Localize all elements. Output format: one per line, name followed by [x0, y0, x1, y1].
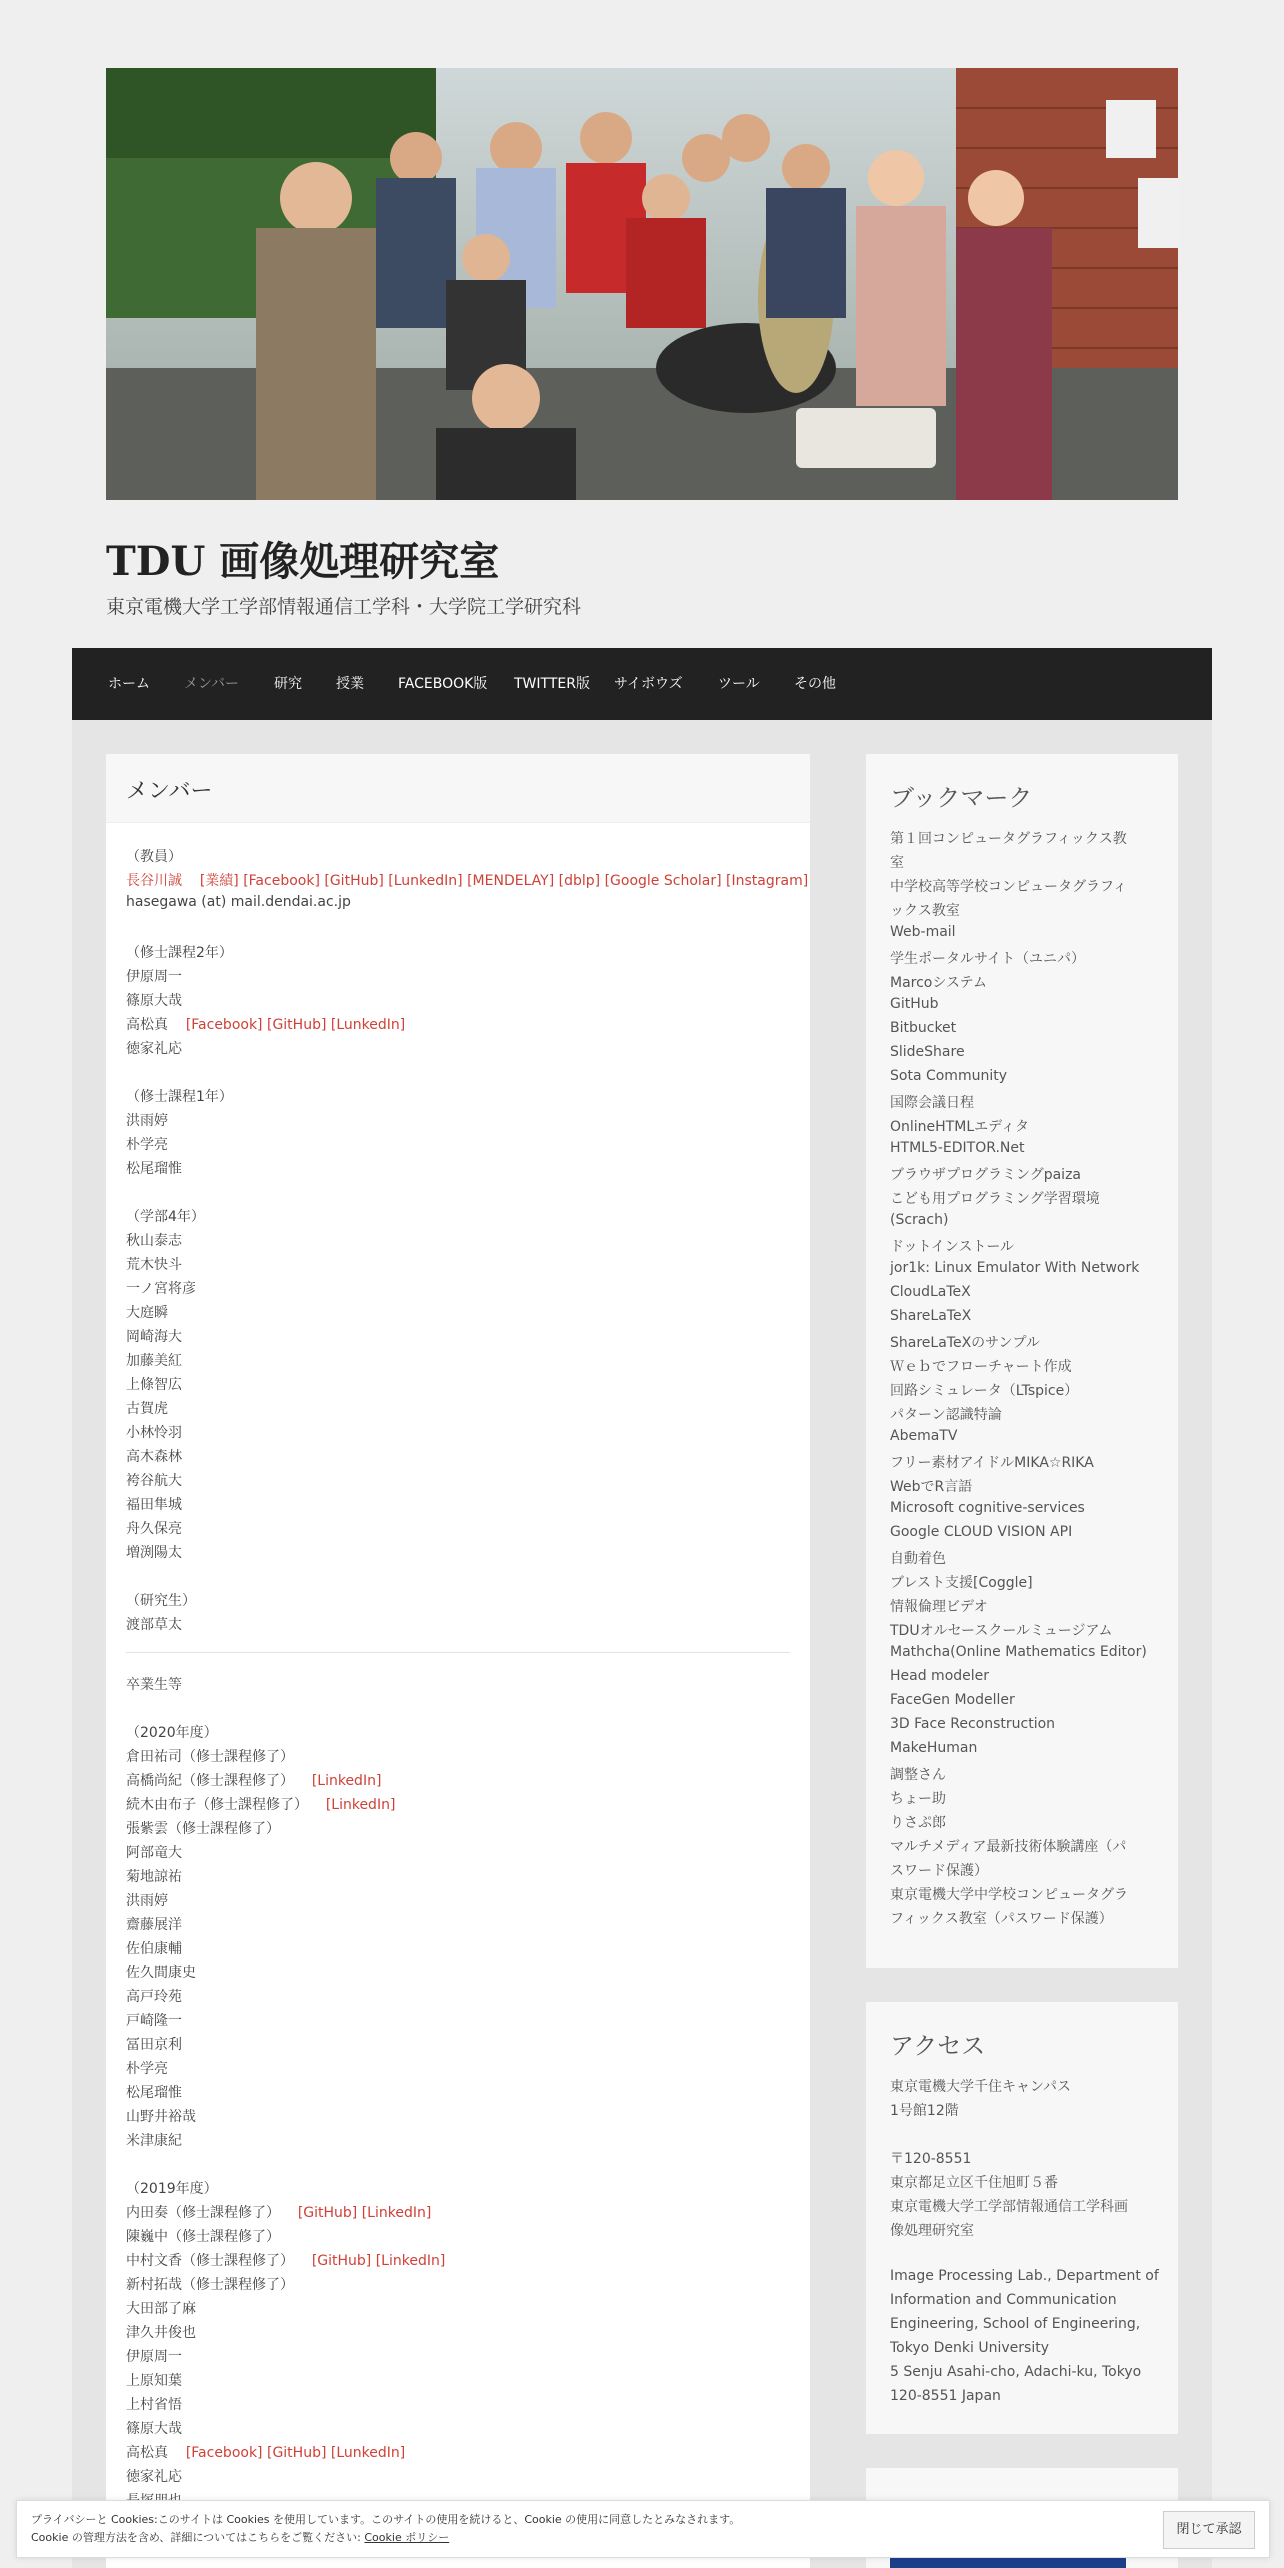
- faculty-link-github[interactable]: [GitHub]: [324, 873, 384, 889]
- bookmark-link[interactable]: 情報倫理ビデオ: [890, 1599, 988, 1615]
- alumni-name: 大田部了麻: [126, 2301, 196, 2317]
- divider: [126, 1652, 790, 1653]
- alumni-link-linkedin[interactable]: [LinkedIn]: [311, 1773, 382, 1789]
- alumni-name: 上村省悟: [126, 2397, 182, 2413]
- access-line: 像処理研究室: [890, 2223, 974, 2239]
- member-name: 渡部草太: [126, 1617, 182, 1633]
- faculty-link-dblp[interactable]: [dblp]: [558, 873, 601, 889]
- member-name: 小林怜羽: [126, 1425, 182, 1441]
- bookmark-link[interactable]: CloudLaTeX: [890, 1284, 971, 1300]
- alumni-name: 戸崎隆一: [126, 2013, 182, 2029]
- faculty-link-achievements[interactable]: [業績]: [199, 873, 239, 889]
- bookmark-link[interactable]: パターン認識特論: [890, 1407, 1002, 1423]
- member-name: 伊原周一: [126, 969, 182, 985]
- alumni-name: 新村拓哉（修士課程修了）: [126, 2277, 294, 2293]
- bookmark-link[interactable]: Google CLOUD VISION API: [890, 1524, 1073, 1540]
- alumni-name: 上原知葉: [126, 2373, 182, 2389]
- member-name: 一ノ宮将彦: [126, 1281, 196, 1297]
- alumni-name: 張紫雲（修士課程修了）: [126, 1821, 280, 1837]
- alumni-row: [126, 2442, 405, 2462]
- bookmark-link[interactable]: ブラウザプログラミングpaiza: [890, 1167, 1082, 1183]
- member-name: 増渕陽太: [126, 1545, 182, 1561]
- alumni-link-github[interactable]: [GitHub]: [266, 2445, 327, 2461]
- faculty-link-mendeley[interactable]: [MENDELAY]: [467, 873, 555, 889]
- cookie-accept-button[interactable]: 閉じて承認: [1163, 2511, 1255, 2549]
- member-name: 荒木快斗: [126, 1257, 182, 1273]
- faculty-link-instagram[interactable]: [Instagram]: [726, 873, 809, 889]
- members-article: [106, 754, 810, 2568]
- bookmark-link[interactable]: HTML5-EDITOR.Net: [890, 1140, 1025, 1156]
- member-name: 高松真: [126, 1017, 168, 1033]
- access-line: Image Processing Lab., Department of: [890, 2268, 1159, 2284]
- access-line: 〒120-8551: [890, 2151, 972, 2167]
- bookmark-link[interactable]: 3D Face Reconstruction: [890, 1716, 1056, 1732]
- member-link-github[interactable]: [GitHub]: [266, 1017, 327, 1033]
- member-name: 福田隼城: [126, 1497, 182, 1513]
- bookmark-link[interactable]: ックス教室: [890, 903, 960, 919]
- member-name: 松尾瑠惟: [126, 1161, 182, 1177]
- alumni-name: 高橋尚紀（修士課程修了）: [126, 1773, 294, 1789]
- faculty-email: hasegawa (at) mail.dendai.ac.jp: [126, 894, 351, 910]
- site-title[interactable]: TDU 画像処理研究室: [106, 538, 500, 585]
- access-line: 1号館12階: [890, 2103, 959, 2119]
- bookmark-link[interactable]: ドットインストール: [890, 1239, 1015, 1255]
- page-title: メンバー: [126, 779, 213, 804]
- m1-heading: （修士課程1年）: [126, 1089, 233, 1105]
- alumni-name: 徳家礼応: [126, 2469, 182, 2485]
- nav-members[interactable]: メンバー: [184, 676, 240, 692]
- member-name: 袴谷航大: [126, 1473, 182, 1489]
- member-name: 徳家礼応: [126, 1041, 182, 1057]
- faculty-heading: （教員）: [126, 849, 182, 865]
- alumni-name: 倉田祐司（修士課程修了）: [126, 1749, 294, 1765]
- cookie-policy-link[interactable]: Cookie ポリシー: [364, 2531, 450, 2544]
- alumni-name: 中村文香（修士課程修了）: [126, 2253, 294, 2269]
- bookmark-link[interactable]: 回路シミュレータ（LTspice）: [890, 1383, 1079, 1399]
- bookmark-link[interactable]: りさぷ郎: [890, 1815, 946, 1831]
- bookmark-link[interactable]: 東京電機大学中学校コンピュータグラ: [890, 1887, 1128, 1903]
- alumni-name: 陳巍中（修士課程修了）: [126, 2229, 280, 2245]
- access-line: Engineering, School of Engineering,: [890, 2316, 1141, 2332]
- bookmark-link[interactable]: FaceGen Modeller: [890, 1692, 1015, 1708]
- alumni-name: 伊原周一: [126, 2349, 182, 2365]
- bookmark-link[interactable]: スワード保護）: [890, 1863, 988, 1879]
- access-line: 120-8551 Japan: [890, 2388, 1001, 2404]
- alumni-row: [126, 1770, 381, 1790]
- year-2019-heading: （2019年度）: [126, 2181, 218, 2197]
- faculty-link-linkedin[interactable]: [LunkedIn]: [388, 873, 463, 889]
- alumni-name: 齋藤展洋: [126, 1917, 182, 1933]
- alumni-name: 阿部竜大: [126, 1845, 182, 1861]
- alumni-name: 佐久間康史: [126, 1965, 196, 1981]
- faculty-link-facebook[interactable]: [Facebook]: [243, 873, 320, 889]
- alumni-name: 篠原大哉: [126, 2421, 182, 2437]
- main-navigation: [72, 648, 1212, 720]
- access-line: Tokyo Denki University: [890, 2340, 1049, 2356]
- member-name: 古賀虎: [126, 1401, 168, 1417]
- alumni-name: 朴学亮: [126, 2061, 168, 2077]
- alumni-row: [126, 1794, 395, 1814]
- member-link-facebook[interactable]: [Facebook]: [185, 1017, 263, 1033]
- bookmark-link[interactable]: 学生ポータルサイト（ユニパ）: [890, 951, 1086, 967]
- cookie-text-line1: プライバシーと Cookies:このサイトは Cookies を使用しています。このサイトの使用を続けると、Cookie の使用に同意したとみなされます。: [31, 2513, 741, 2526]
- site-description: 東京電機大学工学部情報通信工学科・大学院工学研究科: [106, 596, 582, 618]
- bookmark-link[interactable]: 室: [890, 855, 904, 871]
- bookmark-link[interactable]: Mathcha(Online Mathematics Editor): [890, 1644, 1147, 1660]
- bookmarks-widget: [866, 754, 1178, 1968]
- member-row: [126, 1014, 405, 1034]
- bookmark-link[interactable]: ブレスト支援[Coggle]: [890, 1575, 1033, 1591]
- bookmark-link[interactable]: Sota Community: [890, 1068, 1007, 1084]
- member-name: 秋山泰志: [126, 1233, 182, 1249]
- access-widget: [866, 2002, 1178, 2434]
- bookmark-link[interactable]: WebでR言語: [890, 1479, 973, 1495]
- access-line: 東京電機大学千住キャンパス: [890, 2079, 1072, 2095]
- cookie-text-line2: Cookie の管理方法を含め、詳細についてはこちらをご覧ください: Cookie ポリシー: [31, 2531, 450, 2544]
- alumni-name: 米津康紀: [126, 2133, 182, 2149]
- member-name: 加藤美紅: [126, 1353, 182, 1369]
- bookmark-link[interactable]: Microsoft cognitive-services: [890, 1500, 1085, 1516]
- bookmark-link[interactable]: MakeHuman: [890, 1740, 978, 1756]
- alumni-link-linkedin[interactable]: [LunkedIn]: [330, 2445, 406, 2461]
- cookie-banner: [16, 2500, 1270, 2558]
- member-name: 上條智広: [126, 1377, 182, 1393]
- bookmark-link[interactable]: TDUオルセースクールミュージアム: [890, 1623, 1113, 1639]
- nav-facebook[interactable]: FACEBOOK版: [398, 676, 488, 692]
- faculty-row: [126, 870, 808, 890]
- faculty-link-scholar[interactable]: [Google Scholar]: [604, 873, 722, 889]
- alumni-link-linkedin[interactable]: [LinkedIn]: [375, 2253, 446, 2269]
- alumni-name: 松尾瑠惟: [126, 2085, 182, 2101]
- bookmark-link[interactable]: 自動着色: [890, 1551, 946, 1567]
- bookmark-link[interactable]: Marcoシステム: [890, 975, 987, 991]
- bookmark-link[interactable]: 国際会議日程: [890, 1095, 974, 1111]
- bookmark-link[interactable]: 調整さん: [890, 1767, 946, 1783]
- alumni-name: 洪雨婷: [126, 1893, 168, 1909]
- alumni-link-github[interactable]: [GitHub]: [311, 2253, 372, 2269]
- alumni-name: 佐伯康輔: [126, 1941, 182, 1957]
- alumni-name: 高松真: [126, 2445, 168, 2461]
- bookmark-link[interactable]: SlideShare: [890, 1044, 965, 1060]
- bookmark-link[interactable]: (Scrach): [890, 1212, 949, 1228]
- bookmark-link[interactable]: Ｗｅｂでフローチャート作成: [890, 1359, 1072, 1375]
- bookmark-link[interactable]: フリー素材アイドルMIKA☆RIKA: [890, 1455, 1094, 1471]
- alumni-name: 山野井裕哉: [126, 2109, 196, 2125]
- nav-twitter[interactable]: TWITTER版: [514, 676, 590, 692]
- alumni-name: 高戸玲苑: [126, 1989, 182, 2005]
- nav-tools[interactable]: ツール: [718, 676, 760, 692]
- alumni-name: 津久井俊也: [126, 2325, 196, 2341]
- access-line: Information and Communication: [890, 2292, 1117, 2308]
- faculty-name-link[interactable]: 長谷川誠: [126, 873, 182, 889]
- member-name: 高木森林: [126, 1449, 182, 1465]
- member-name: 岡崎海大: [126, 1329, 182, 1345]
- bookmark-link[interactable]: フィックス教室（パスワード保護）: [890, 1911, 1113, 1927]
- bookmark-link[interactable]: 第１回コンピュータグラフィックス教: [890, 831, 1127, 847]
- alumni-heading: 卒業生等: [126, 1677, 182, 1693]
- member-name: 洪雨婷: [126, 1113, 168, 1129]
- bookmark-link[interactable]: ShareLaTeXのサンプル: [890, 1335, 1040, 1351]
- bookmark-link[interactable]: Bitbucket: [890, 1020, 957, 1036]
- rs-heading: （研究生）: [126, 1593, 196, 1609]
- bookmark-link[interactable]: ちょー助: [890, 1791, 946, 1807]
- alumni-name: 内田奏（修士課程修了）: [126, 2205, 280, 2221]
- m2-heading: （修士課程2年）: [126, 945, 233, 961]
- nav-classes[interactable]: 授業: [336, 676, 364, 692]
- bookmark-link[interactable]: AbemaTV: [890, 1428, 958, 1444]
- member-name: 篠原大哉: [126, 993, 182, 1009]
- nav-cybozu[interactable]: サイボウズ: [614, 676, 683, 692]
- alumni-row: [126, 2250, 445, 2270]
- alumni-name: 冨田京利: [126, 2037, 182, 2053]
- member-name: 大庭瞬: [126, 1305, 168, 1321]
- bookmark-link[interactable]: 中学校高等学校コンピュータグラフィ: [890, 879, 1127, 895]
- access-line: 5 Senju Asahi-cho, Adachi-ku, Tokyo: [890, 2364, 1142, 2380]
- bookmark-link[interactable]: こども用プログラミング学習環境: [890, 1191, 1100, 1207]
- alumni-link-linkedin[interactable]: [LinkedIn]: [325, 1797, 396, 1813]
- member-link-linkedin[interactable]: [LunkedIn]: [330, 1017, 406, 1033]
- bookmark-link[interactable]: OnlineHTMLエディタ: [890, 1119, 1029, 1135]
- bookmarks-title: ブックマーク: [890, 784, 1033, 812]
- alumni-name: 続木由布子（修士課程修了）: [126, 1797, 308, 1813]
- cookie-text: [31, 2511, 740, 2547]
- nav-research[interactable]: 研究: [274, 676, 302, 692]
- year-2020-heading: （2020年度）: [126, 1725, 218, 1741]
- access-line: 東京都足立区千住旭町５番: [890, 2175, 1058, 2191]
- header-photo[interactable]: [106, 68, 1178, 500]
- access-line: 東京電機大学工学部情報通信工学科画: [890, 2199, 1128, 2215]
- bookmark-link[interactable]: Web-mail: [890, 924, 956, 940]
- bookmark-link[interactable]: ShareLaTeX: [890, 1308, 972, 1324]
- alumni-name: 菊地諒祐: [126, 1869, 182, 1885]
- b4-heading: （学部4年）: [126, 1209, 205, 1225]
- bookmark-link[interactable]: GitHub: [890, 996, 939, 1012]
- access-title: アクセス: [890, 2032, 986, 2060]
- bookmark-link[interactable]: jor1k: Linux Emulator With Network: [890, 1260, 1140, 1276]
- member-name: 舟久保亮: [126, 1521, 182, 1537]
- member-name: 朴学亮: [126, 1137, 168, 1153]
- bookmark-link[interactable]: Head modeler: [890, 1668, 990, 1684]
- alumni-row: [126, 2202, 431, 2222]
- alumni-link-linkedin[interactable]: [LinkedIn]: [361, 2205, 432, 2221]
- bookmark-link[interactable]: マルチメディア最新技術体験講座（パ: [890, 1839, 1127, 1855]
- alumni-link-facebook[interactable]: [Facebook]: [185, 2445, 263, 2461]
- nav-home[interactable]: ホーム: [108, 676, 150, 692]
- nav-other[interactable]: その他: [794, 676, 836, 692]
- alumni-link-github[interactable]: [GitHub]: [297, 2205, 358, 2221]
